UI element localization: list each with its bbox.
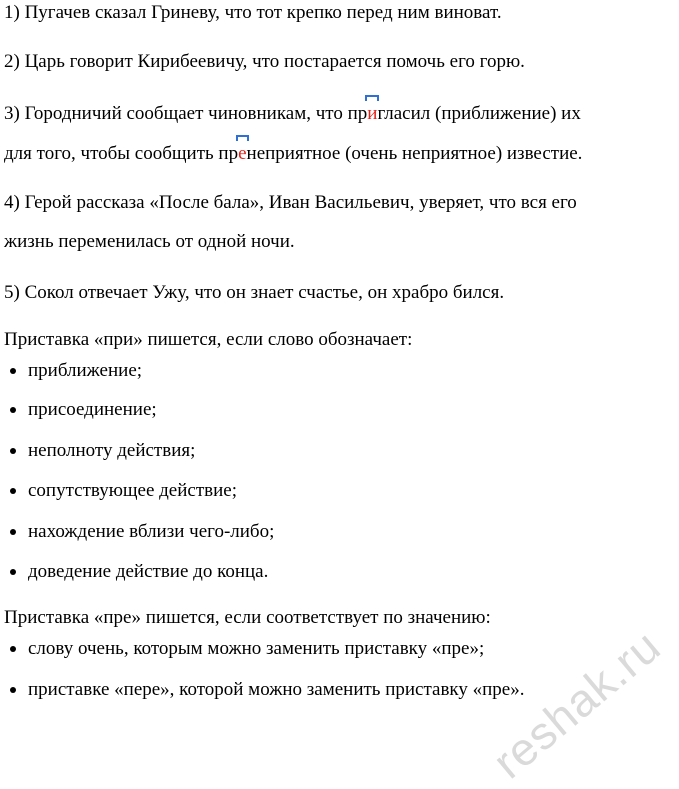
pre-rule-heading: Приставка «пре» пишется, если соответствует по значению: [4, 607, 491, 628]
highlighted-vowel: е [238, 143, 247, 164]
pri-rule-item: присоединение; [28, 400, 157, 419]
bullet-icon [10, 646, 16, 652]
pri-rule-item: нахождение вблизи чего-либо; [28, 522, 274, 541]
sentence-3-line-2: для того, чтобы сообщить пр енеприятное (очень неприятное) известие. [4, 144, 582, 163]
sentence-3-line-1 [4, 104, 675, 123]
sentence-2: 2) Царь говорит Кирибеевичу, что постарается помочь его горю. [4, 51, 525, 72]
bullet-icon [10, 687, 16, 693]
pre-rule-item: слову очень, которым можно заменить приставку «пре»; [28, 639, 484, 658]
watermark: reshak.ru [483, 619, 671, 789]
prefix-vowel-marker [238, 144, 246, 163]
bullet-icon [10, 529, 16, 535]
sentence-3-text-start: 3) Городничий сообщает чиновникам, что пр игласил (приближение) их [4, 104, 581, 123]
bullet-icon [10, 407, 16, 413]
bullet-icon [10, 448, 16, 454]
highlighted-vowel: и [367, 103, 378, 124]
pre-rule-item: приставке «пере», которой можно заменить приставку «пре». [28, 680, 525, 699]
bullet-icon [10, 569, 16, 575]
pri-rule-item: сопутствующее действие; [28, 481, 237, 500]
sentence-4-line-2: жизнь переменилась от одной ночи. [4, 231, 295, 252]
pri-rule-item: доведение действие до конца. [28, 562, 268, 581]
bullet-icon [10, 488, 16, 494]
sentence-5: 5) Сокол отвечает Ужу, что он знает счастье, он храбро бился. [4, 282, 505, 303]
sentence-1: 1) Пугачев сказал Гриневу, что тот крепко перед ним виноват. [4, 2, 502, 23]
prefix-vowel-marker [367, 104, 377, 123]
pri-rule-item: приближение; [28, 361, 142, 380]
bullet-icon [10, 368, 16, 374]
sentence-4-line-1: 4) Герой рассказа «После бала», Иван Васильевич, уверяет, что вся его [4, 192, 577, 213]
pri-rule-heading: Приставка «при» пишется, если слово обозначает: [4, 329, 413, 350]
pri-rule-item: неполноту действия; [28, 441, 195, 460]
